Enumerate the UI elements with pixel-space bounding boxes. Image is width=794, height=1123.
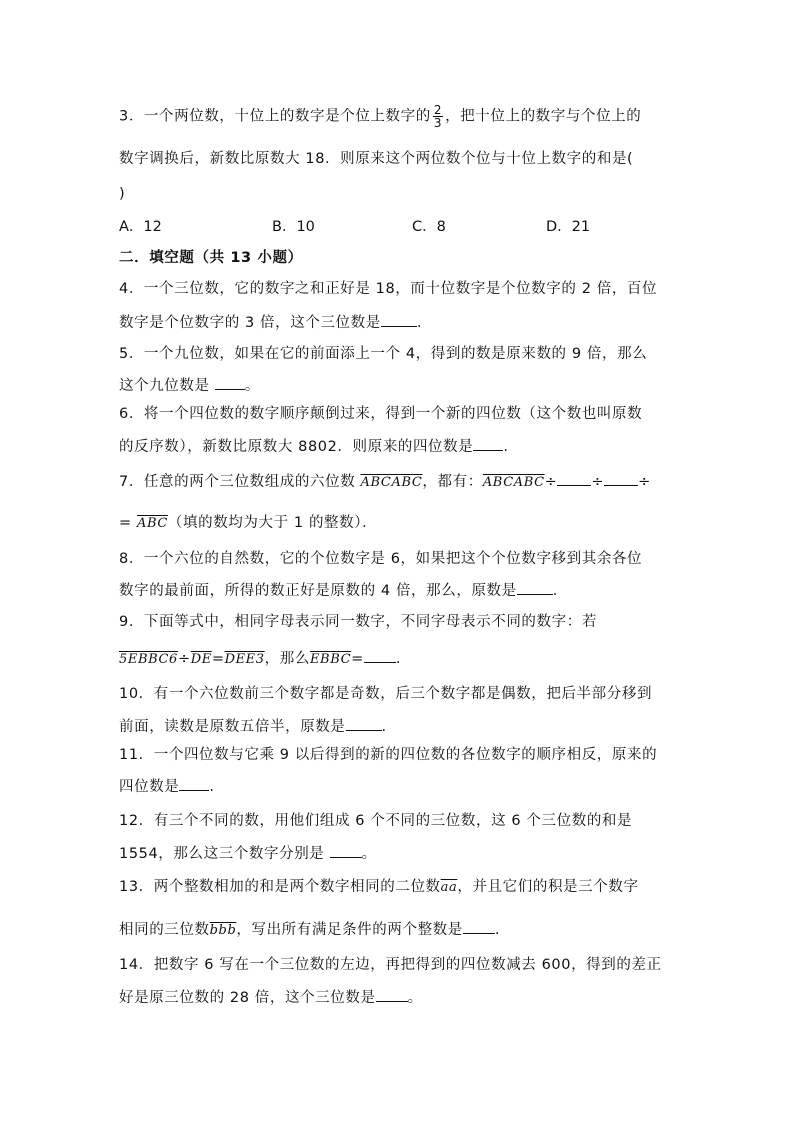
q9-overline-2: $\overline{DE}$	[190, 652, 212, 667]
q6-text: 的反序数），新数比原数大 8802．则原来的四位数是	[119, 439, 474, 455]
q4-answer-blank[interactable]	[381, 312, 417, 327]
q13-overline-aa: $\overline{aa}$	[440, 880, 458, 895]
q11-line1: 11．一个四位数与它乘 9 以后得到的新的四位数的各位数字的顺序相反，原来的	[119, 747, 658, 763]
q12-answer-blank[interactable]	[330, 843, 362, 858]
q3-line3: )	[119, 186, 126, 202]
q13-end: .	[494, 922, 501, 938]
q5-text: 这个九位数是	[119, 378, 215, 394]
q11-answer-blank[interactable]	[179, 776, 209, 791]
q9-eq-2: =	[351, 651, 364, 667]
q4-end: .	[416, 315, 423, 331]
q3-line1	[119, 104, 641, 129]
q13-line1	[119, 877, 639, 898]
q12-end: 。	[361, 846, 377, 862]
q7-div-1: ÷	[544, 474, 558, 490]
q10-text: 前面，读数是原数五倍半，原数是	[119, 719, 346, 735]
section-title: 二．填空题（共 13 小题）	[119, 250, 303, 266]
q7-answer-blank-1[interactable]	[557, 471, 591, 486]
q9-answer-blank[interactable]	[364, 648, 396, 663]
q11-text: 四位数是	[119, 779, 180, 795]
q4-line2	[119, 312, 422, 333]
q14-end: 。	[407, 990, 423, 1006]
q11-end: .	[209, 779, 215, 795]
q5-line1: 5．一个九位数，如果在它的前面添上一个 4，得到的数是原来数的 9 倍，那么	[119, 346, 648, 362]
q7-overline-2: ABCABC	[482, 475, 545, 490]
q6-end: .	[503, 439, 509, 455]
q8-answer-blank[interactable]	[517, 580, 553, 595]
q9-line2	[119, 648, 401, 670]
q8-text: 数字的最前面，所得的数正好是原数的 4 倍，那么，原数是	[119, 583, 517, 599]
q9-div: ÷	[177, 651, 191, 667]
q3-frac-num: 2	[433, 103, 443, 117]
q12-line2	[119, 843, 377, 864]
q3-line2: 数字调换后，新数比原数大 18．则原来这个两位数个位与十位上数字的和是(	[119, 151, 634, 167]
q13-line2	[119, 919, 500, 941]
q4-line1: 4．一个三位数，它的数字之和正好是 18，而十位数字是个位数字的 2 倍，百位	[119, 281, 658, 297]
q9-line1: 9．下面等式中，相同字母表示同一数字，不同字母表示不同的数字：若	[119, 614, 597, 630]
q9-eq-1: =	[211, 651, 225, 667]
q7-overline-3: $\overline{ABC}$	[136, 516, 168, 531]
q3-text-b: ，把十位上的数字与个位上的	[445, 108, 642, 125]
q9-end: .	[395, 651, 402, 667]
q7-text-a: 7．任意的两个三位数组成的六位数	[119, 474, 361, 490]
q3-option-c: C．8	[412, 219, 446, 235]
q9-text-b: ，那么	[264, 651, 310, 667]
q9-overline-3: DEE3	[224, 652, 265, 667]
q6-line1: 6．将一个四位数的数字顺序颠倒过来，得到一个新的四位数（这个数也叫原数	[119, 406, 643, 422]
q13-text-b: ，并且它们的积是三个数字	[457, 879, 639, 895]
q8-end: .	[552, 583, 558, 599]
q7-overline-1: ABCABC	[360, 475, 423, 490]
q5-answer-blank[interactable]	[215, 375, 245, 390]
q10-end: .	[381, 719, 387, 735]
q13-text-a: 13．两个整数相加的和是两个数字相同的二位数	[119, 879, 441, 895]
q7-eq: =	[119, 515, 132, 531]
q7-line1	[119, 471, 651, 493]
q8-line2	[119, 580, 558, 601]
q10-line1: 10．有一个六位数前三个数字都是奇数，后三个数字都是偶数，把后半部分移到	[119, 686, 653, 702]
q9-overline-4: EBBC	[309, 652, 352, 667]
q7-answer-blank-2[interactable]	[604, 471, 638, 486]
q5-line2	[119, 375, 260, 396]
q9-overline-1: 5EBBC6	[119, 652, 178, 667]
q13-answer-blank[interactable]	[463, 919, 495, 934]
q4-text: 数字是个位数字的 3 倍，这个三位数是	[119, 315, 381, 331]
q6-line2	[119, 436, 509, 457]
q7-div-2: ÷	[591, 474, 605, 490]
q11-line2	[119, 776, 215, 797]
q5-end: 。	[244, 378, 260, 394]
q13-overline-bbb: $\overline{bbb}$	[209, 923, 237, 938]
q3-option-b: B．10	[272, 219, 315, 235]
q13-text-c: 相同的三位数	[119, 922, 210, 938]
q14-text: 好是原三位数的 28 倍，这个三位数是	[119, 990, 376, 1006]
q6-answer-blank[interactable]	[473, 436, 503, 451]
q8-line1: 8．一个六位的自然数，它的个位数字是 6，如果把这个个位数字移到其余各位	[119, 551, 643, 567]
q7-text-b: ，都有：	[422, 474, 483, 490]
q13-text-d: ，写出所有满足条件的两个整数是	[236, 922, 463, 938]
q3-text-a: 3．一个两位数，十位上的数字是个位上数字的	[119, 108, 431, 125]
q3-frac-den: 3	[433, 116, 443, 130]
q12-text: 1554，那么这三个数字分别是	[119, 846, 330, 862]
q3-fraction	[433, 104, 443, 129]
q7-div-3: ÷	[638, 474, 651, 490]
q14-line1: 14．把数字 6 写在一个三位数的左边，再把得到的四位数减去 600，得到的差正	[119, 957, 662, 973]
q12-line1: 12．有三个不同的数，用他们组成 6 个不同的三位数，这 6 个三位数的和是	[119, 813, 633, 829]
q3-option-d: D．21	[546, 219, 591, 235]
q14-line2	[119, 987, 423, 1008]
q10-answer-blank[interactable]	[346, 716, 382, 731]
q10-line2	[119, 716, 387, 737]
q7-text-c: （填的数均为大于 1 的整数）．	[167, 515, 378, 531]
q3-option-a: A．12	[119, 219, 162, 235]
q7-line2	[119, 513, 377, 534]
q14-answer-blank[interactable]	[376, 987, 408, 1002]
